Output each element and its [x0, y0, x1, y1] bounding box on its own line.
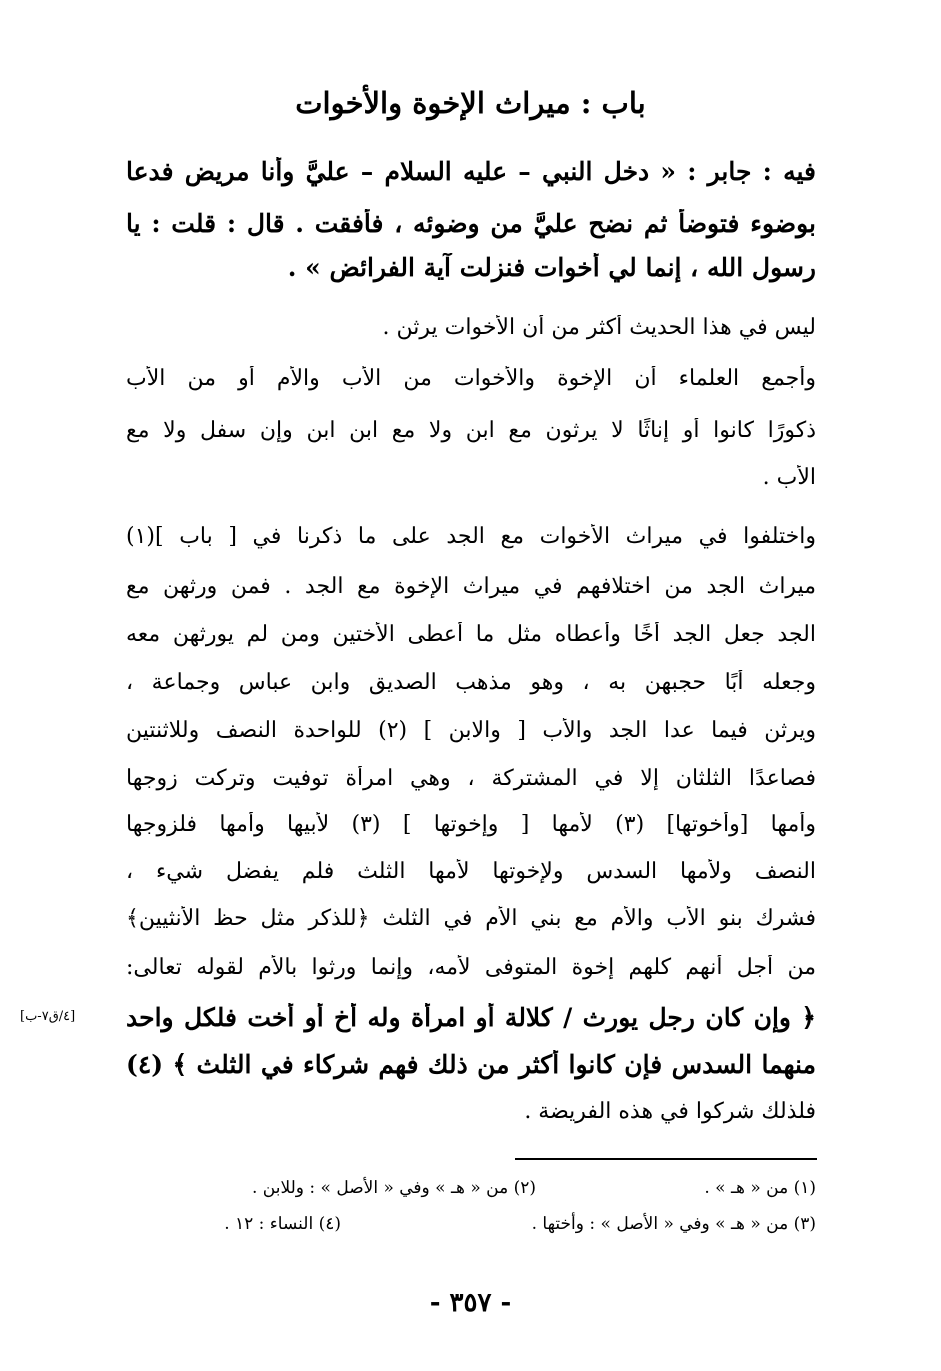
body-line-4: الأب . — [762, 465, 816, 490]
body-line-10: فصاعدًا الثلثان إلا في المشتركة ، وهي امرأة توفيت وتركت زوجها — [126, 766, 816, 791]
body-line-13: فشرك بنو الأب والأم مع بني الأم في الثلث ﴿للذكر مثل حظ الأنثيين﴾ — [126, 906, 816, 931]
body-line-11: وأمها [وأخوتها] (٣) لأمها [ وإخوتها ] (٣) لأبيها وأمها فلزوجها — [126, 812, 816, 837]
body-line-8: وجعله أبًا حجبهن به ، وهو مذهب الصديق وابن عباس وجماعة ، — [126, 670, 816, 695]
quran-line-1: ﴿ وإن كان رجل يورث / كلالة أو امرأة وله أخ أو أخت فلكل واحد — [126, 1003, 816, 1032]
body-line-14: من أجل أنهم كلهم إخوة المتوفى لأمه، وإنما ورثوا بالأم لقوله تعالى: — [126, 955, 816, 980]
page-number: - ٣٥٧ - — [429, 1288, 512, 1318]
footnote-divider — [515, 1158, 817, 1160]
hadith-line-2: بوضوء فتوضأ ثم نضح عليَّ من وضوئه ، فأفقت . قال : قلت : يا — [126, 209, 816, 238]
body-line-12: النصف ولأمها السدس ولإخوتها لأمها الثلث فلم يفضل شيء ، — [126, 859, 816, 884]
footnote-4: (٤) النساء : ١٢ . — [224, 1214, 341, 1234]
hadith-line-1: فيه : جابر : « دخل النبي – عليه السلام – عليَّ وأنا مريض فدعا — [126, 157, 816, 186]
quran-line-2: منهما السدس فإن كانوا أكثر من ذلك فهم شركاء في الثلث ﴾ (٤) — [126, 1050, 816, 1079]
body-line-9: ويرثن فيما عدا الجد والأب [ والابن ] (٢) للواحدة النصف وللاثنتين — [126, 718, 816, 743]
manuscript-folio-note: [٤/ق٧-ب] — [20, 1009, 76, 1024]
body-line-7: الجد جعل الجد أخًا وأعطاه مثل ما أعطى الأختين ومن لم يورثهن معه — [126, 622, 816, 647]
footnote-1: (١) من « هـ » . — [704, 1178, 816, 1198]
hadith-line-3: رسول الله ، إنما لي أخوات فنزلت آية الفرائض » . — [287, 253, 816, 282]
footnote-2: (٢) من « هـ » وفي « الأصل » : وللابن . — [251, 1178, 536, 1198]
body-line-3: ذكورًا كانوا أو إناثًا لا يرثون مع ابن ولا مع ابن ابن وإن سفل ولا مع — [126, 418, 816, 443]
body-line-1: ليس في هذا الحديث أكثر من أن الأخوات يرثن . — [382, 315, 816, 340]
body-line-6: ميراث الجد من اختلافهم في ميراث الإخوة مع الجد . فمن ورثهن مع — [126, 574, 816, 599]
chapter-title: باب : ميراث الإخوة والأخوات — [295, 86, 646, 120]
body-line-2: وأجمع العلماء أن الإخوة والأخوات من الأب والأم أو من الأب — [126, 366, 816, 391]
body-line-15: فلذلك شركوا في هذه الفريضة . — [524, 1099, 816, 1124]
footnote-3: (٣) من « هـ » وفي « الأصل » : وأختها . — [531, 1214, 816, 1234]
body-line-5: واختلفوا في ميراث الأخوات مع الجد على ما ذكرنا في [ باب ](١) — [126, 524, 816, 549]
